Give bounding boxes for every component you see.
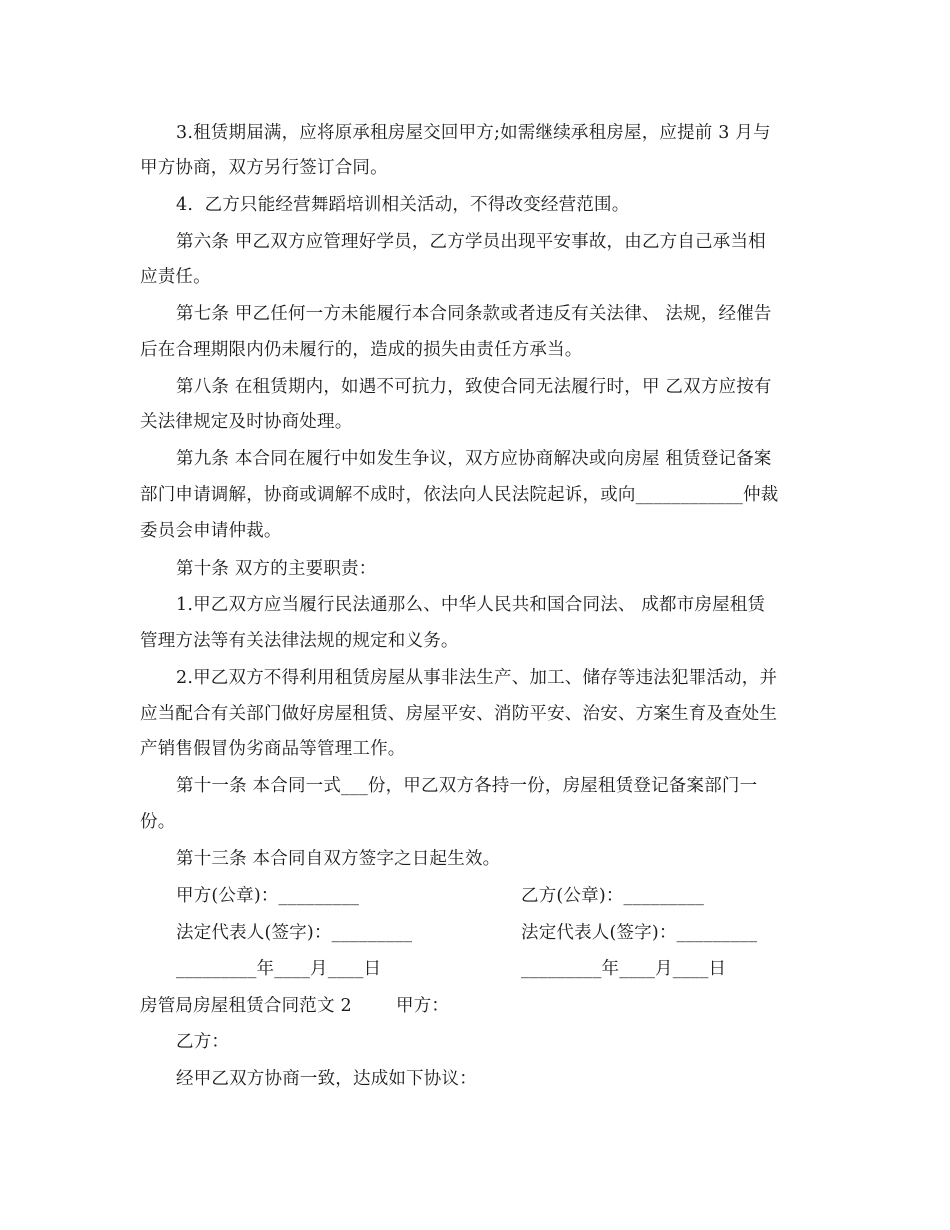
- sample2-agreement-row: [0, 1067, 950, 1139]
- sample2-agreement: 经甲乙双方协商一致，达成如下协议：: [176, 1069, 477, 1089]
- sample2-party-a: 甲方：: [396, 996, 450, 1016]
- party-a-date: _________年____月____日: [176, 959, 382, 979]
- party-a-representative: 法定代表人(签字)：_________: [176, 923, 413, 943]
- party-b-date: _________年____月____日: [521, 959, 727, 979]
- party-b-representative: 法定代表人(签字)：_________: [521, 923, 758, 943]
- party-b-seal: 乙方(公章)：_________: [521, 886, 705, 906]
- document-page: 3.租赁期届满，应将原承租房屋交回甲方;如需继续承租房屋，应提前 3 月与 甲方协商，双方另行签订合同。 4. 乙方只能经营舞蹈培训相关活动，不得改变经营范围。 第六条 甲乙双方应管理好学员，乙方学员出现平安事故，由乙方自己承当相 应责任。 第七条 甲乙任何一方未能履行本合同条款或者违反有关法律、 法规，经催告 后在合理期限内仍未履行的，造成的损失由责任方承当。 第八条 在租赁期内，如遇不可抗力，致使合同无法履行时，甲 乙双方应按有 关法律规定及时协商处理。 第九条 本合同在履行中如发生争议，双方应协商解决或向房屋 租赁登记备案 部门申请调解，协商或调解不成时，依法向人民法院起诉，或向____________仲裁 委员会申请仲裁。 第十条 双方的主要职责： 1.甲乙双方应当履行民法通那么、中华人民共和国合同法、 成都市房屋租赁 管理方法等有关法律法规的规定和义务。 2.甲乙双方不得利用租赁房屋从事非法生产、加工、储存等违法犯罪活动，并 应当配合有关部门做好房屋租赁、房屋平安、消防平安、治安、方案生育及查处生 产销售假冒伪劣商品等管理工作。 第十一条 本合同一式___份，甲乙双方各持一份，房屋租赁登记备案部门一 份。 第十三条 本合同自双方签字之日起生效。 甲方(公章)：_________ 乙方(公章)：_________ 法定代表人(签字)：_________ 法定代表人(签字)：_________ _________年____月____日 _________年____月____日 房管局房屋租赁合同范文 2 甲方： 乙方： 经甲乙双方协商一致，达成如下协议：: [0, 0, 950, 1230]
- sample2-heading: 房管局房屋租赁合同范文 2: [140, 996, 352, 1016]
- party-a-seal: 甲方(公章)：_________: [176, 886, 360, 906]
- sample2-party-b: 乙方：: [176, 1032, 230, 1052]
